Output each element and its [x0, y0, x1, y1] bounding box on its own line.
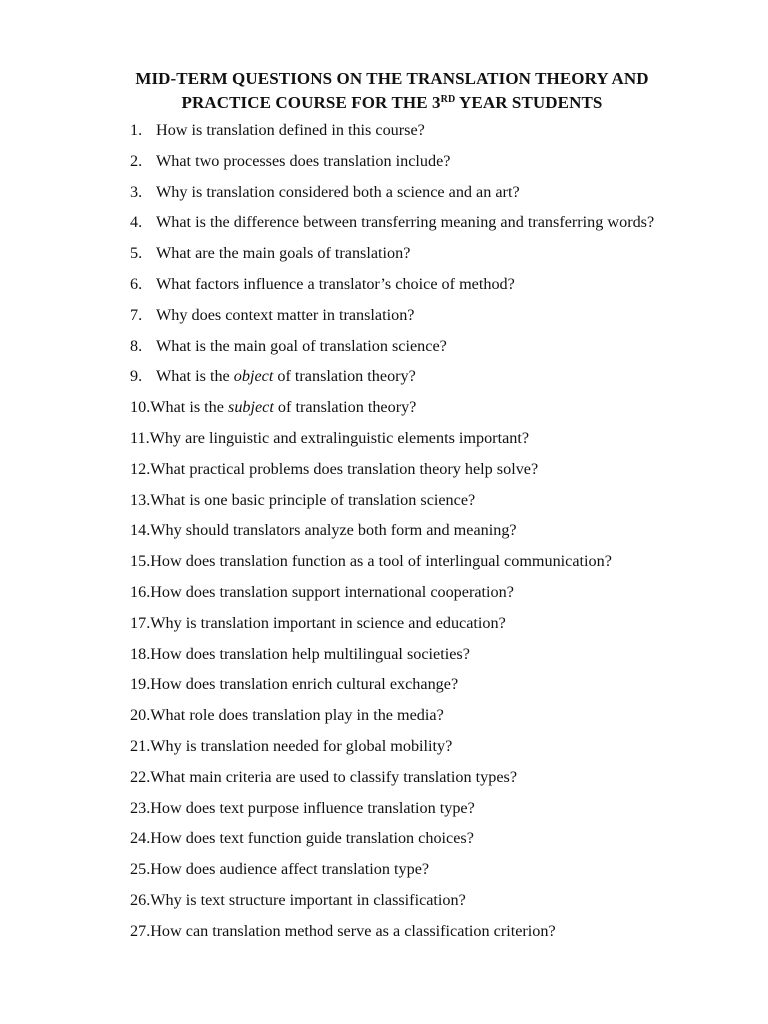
question-number: 27. [130, 921, 151, 940]
question-emphasis: object [233, 367, 274, 386]
question-number: 17. [130, 613, 151, 632]
question-text-start: What are the main goals of translation? [156, 244, 411, 263]
question-number: 26. [130, 890, 151, 909]
question-text [150, 891, 466, 909]
question-text [150, 706, 444, 724]
question-number: 24. [130, 829, 151, 848]
question-text [150, 583, 514, 601]
title-ordinal-suffix: RD [440, 94, 456, 105]
question-text [150, 737, 452, 755]
question-number: 18. [130, 644, 151, 663]
question-text-start: What is the difference between transferring meaning and transferring words? [156, 213, 655, 232]
question-emphasis: subject [228, 398, 274, 417]
question-item [130, 269, 654, 300]
question-text-end: of translation theory? [273, 367, 416, 386]
question-item [130, 916, 654, 947]
question-item [130, 300, 654, 331]
question-item [130, 454, 654, 485]
question-text-start: Why is translation considered both a science and an art? [156, 182, 520, 201]
question-text [156, 275, 515, 293]
question-item [130, 423, 654, 454]
question-item [130, 177, 654, 208]
title-line-2 [60, 91, 724, 115]
question-item [130, 700, 654, 731]
question-item [130, 331, 654, 362]
question-text-start: How does translation help multilingual societies? [150, 644, 470, 663]
question-text [156, 337, 447, 355]
question-text-start: Why is translation important in science and education? [150, 613, 506, 632]
question-text [150, 429, 529, 447]
title-line-1: MID-TERM QUESTIONS ON THE TRANSLATION THEORY AND [135, 69, 649, 88]
question-text-start: Why is text structure important in classification? [150, 890, 466, 909]
question-text [156, 367, 416, 385]
question-item [130, 669, 654, 700]
question-number: 20. [130, 706, 151, 725]
question-number: 25. [130, 860, 151, 879]
question-text-start: What two processes does translation include? [156, 151, 451, 170]
question-item [130, 639, 654, 670]
question-text [156, 213, 654, 231]
question-item [130, 823, 654, 854]
question-number: 16. [130, 582, 151, 601]
question-item [130, 608, 654, 639]
question-text-start: How does text function guide translation choices? [150, 829, 474, 848]
question-text-start: What is one basic principle of translation science? [150, 490, 476, 509]
question-number: 14. [130, 521, 151, 540]
question-item [130, 515, 654, 546]
question-item [130, 854, 654, 885]
question-text [150, 860, 429, 878]
question-number: 15. [130, 552, 151, 571]
question-text [150, 645, 470, 663]
question-number: 10. [130, 398, 151, 417]
question-item [130, 238, 654, 269]
question-item [130, 392, 654, 423]
question-text [150, 614, 506, 632]
question-text-start: What factors influence a translator’s choice of method? [156, 274, 515, 293]
question-number: 21. [130, 736, 151, 755]
question-text [150, 675, 458, 693]
question-text [156, 121, 425, 139]
question-number: 5. [130, 244, 143, 263]
question-number: 4. [130, 213, 143, 232]
question-item [130, 762, 654, 793]
question-text [156, 183, 520, 201]
question-text-end: of translation theory? [273, 398, 417, 417]
title-line-2-suffix: YEAR STUDENTS [455, 93, 603, 112]
question-text [150, 799, 475, 817]
question-item [130, 146, 654, 177]
question-item [130, 485, 654, 516]
question-item [130, 793, 654, 824]
question-number: 13. [130, 490, 151, 509]
question-text [150, 829, 474, 847]
question-text-start: What main criteria are used to classify translation types? [150, 767, 518, 786]
question-number: 9. [130, 367, 143, 386]
question-item [130, 207, 654, 238]
question-number: 1. [130, 121, 143, 139]
question-list [130, 115, 654, 947]
question-text-start: What is the [150, 398, 229, 417]
question-text [150, 491, 475, 509]
question-number: 6. [130, 274, 143, 293]
question-text-start: How does text purpose influence translation type? [150, 798, 475, 817]
question-text-start: How does translation enrich cultural exchange? [150, 675, 459, 694]
question-text-start: How can translation method serve as a classification criterion? [150, 921, 556, 940]
question-item [130, 577, 654, 608]
question-text [150, 398, 416, 416]
question-text-start: Why does context matter in translation? [156, 305, 415, 324]
question-text-start: What role does translation play in the media? [150, 706, 444, 725]
question-text [156, 306, 414, 324]
question-text-start: Why should translators analyze both form and meaning? [150, 521, 517, 540]
question-text-start: Why are linguistic and extralinguistic elements important? [149, 428, 530, 447]
document-title [60, 67, 724, 115]
question-text-start: How is translation defined in this course? [156, 121, 425, 139]
question-number: 8. [130, 336, 143, 355]
question-item [130, 361, 654, 392]
question-text-start: What is the [156, 367, 234, 386]
question-text [150, 521, 516, 539]
question-text [156, 152, 450, 170]
question-item [130, 546, 654, 577]
question-number: 19. [130, 675, 151, 694]
question-number: 3. [130, 182, 143, 201]
question-text [150, 552, 612, 570]
question-number: 12. [130, 459, 151, 478]
question-text [150, 460, 538, 478]
question-text-start: How does translation support international cooperation? [150, 582, 514, 601]
question-text [150, 922, 555, 940]
question-number: 2. [130, 151, 143, 170]
title-line-2-prefix: PRACTICE COURSE FOR THE 3 [181, 93, 441, 112]
question-text [156, 244, 410, 262]
question-text-start: How does translation function as a tool of interlingual communication? [150, 552, 612, 571]
question-number: 11. [130, 428, 150, 447]
question-number: 22. [130, 767, 151, 786]
question-text-start: Why is translation needed for global mobility? [150, 736, 453, 755]
question-text-start: What is the main goal of translation science? [156, 336, 447, 355]
question-item [130, 115, 654, 146]
question-number: 7. [130, 305, 143, 324]
question-item [130, 731, 654, 762]
question-number: 23. [130, 798, 151, 817]
question-text-start: What practical problems does translation theory help solve? [150, 459, 539, 478]
question-item [130, 885, 654, 916]
question-text-start: How does audience affect translation type? [150, 860, 430, 879]
question-text [150, 768, 517, 786]
